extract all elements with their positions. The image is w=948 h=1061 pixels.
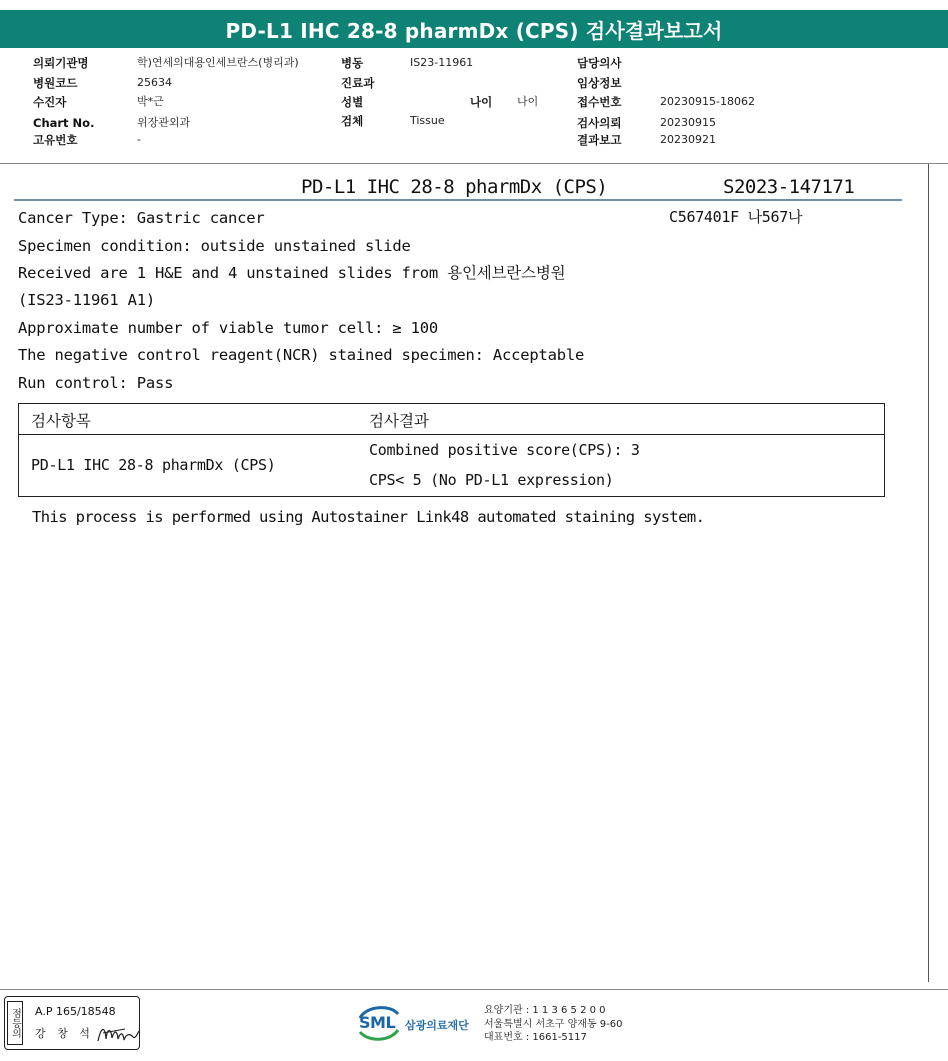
contact-line-phone: 대표번호 : 1661-5117 bbox=[484, 1032, 587, 1043]
report-line-run-control: Run control: Pass bbox=[18, 374, 174, 392]
patient-value: 박*근 bbox=[137, 95, 164, 108]
table-header-result: 검사결과 bbox=[369, 412, 429, 430]
contact-info bbox=[484, 1004, 623, 1045]
patient-label: 수진자 bbox=[33, 95, 67, 109]
specimen-value: Tissue bbox=[410, 114, 445, 127]
logo-foundation-name: 삼광의료재단 bbox=[405, 1019, 469, 1032]
report-title-underline bbox=[14, 199, 902, 201]
header-divider bbox=[0, 163, 948, 164]
contact-line-institution-code: 요양기관 : 1 1 3 6 5 2 0 0 bbox=[484, 1005, 606, 1016]
hospital-code-value: 25634 bbox=[137, 76, 172, 89]
unique-no-value: - bbox=[137, 133, 141, 146]
ward-value: IS23-11961 bbox=[410, 56, 474, 69]
test-request-value: 20230915 bbox=[660, 116, 716, 129]
doctor-label: 담당의사 bbox=[577, 56, 622, 70]
report-line-block-id: (IS23-11961 A1) bbox=[18, 291, 155, 309]
test-request-label: 검사의뢰 bbox=[577, 116, 622, 130]
table-cell-item: PD-L1 IHC 28-8 pharmDx (CPS) bbox=[31, 456, 276, 474]
stamp-pathologist-name: 강 창 석 bbox=[35, 1027, 94, 1040]
report-line-tumor-cell: Approximate number of viable tumor cell: ≥ 100 bbox=[18, 319, 439, 337]
specimen-id: C567401F 나567나 bbox=[669, 208, 803, 226]
process-note: This process is performed using Autostainer Link48 automated staining system. bbox=[32, 508, 705, 526]
receipt-no-value: 20230915-18062 bbox=[660, 95, 755, 108]
report-test-title: PD-L1 IHC 28-8 pharmDx (CPS) bbox=[301, 176, 608, 198]
sex-label: 성별 bbox=[341, 95, 364, 109]
report-line-received: Received are 1 H&E and 4 unstained slides from 용인세브란스병원 bbox=[18, 264, 566, 282]
chart-no-value: 위장관외과 bbox=[137, 116, 191, 129]
clinical-info-label: 임상정보 bbox=[577, 76, 622, 90]
report-line-ncr: The negative control reagent(NCR) stained specimen: Acceptable bbox=[18, 346, 585, 364]
table-cell-result-interpretation: CPS< 5 (No PD-L1 expression) bbox=[369, 471, 614, 489]
report-line-cancer-type: Cancer Type: Gastric cancer bbox=[18, 209, 265, 227]
specimen-label: 검체 bbox=[341, 114, 364, 128]
stamp-vertical-label: 점등의 bbox=[7, 1001, 23, 1045]
sml-logo bbox=[356, 1004, 480, 1044]
department-label: 진료과 bbox=[341, 76, 375, 90]
pathologist-stamp bbox=[4, 996, 140, 1050]
hospital-code-label: 병원코드 bbox=[33, 76, 78, 90]
institution-value: 학)연세의대용인세브란스(병리과) bbox=[137, 56, 299, 69]
chart-no-label: Chart No. bbox=[33, 116, 95, 130]
table-header-item: 검사항목 bbox=[31, 412, 91, 430]
report-title-bar bbox=[0, 10, 948, 48]
patient-info-section bbox=[0, 52, 948, 152]
contact-line-address: 서울특별시 서초구 양재동 9-60 bbox=[484, 1018, 623, 1030]
result-table bbox=[18, 403, 885, 497]
report-title: PD-L1 IHC 28-8 pharmDx (CPS) 검사결과보고서 bbox=[225, 18, 723, 43]
report-line-specimen-condition: Specimen condition: outside unstained slide bbox=[18, 237, 411, 255]
receipt-no-label: 접수번호 bbox=[577, 95, 622, 109]
table-header-divider bbox=[19, 434, 884, 435]
age-value: 나이 bbox=[517, 95, 539, 108]
footer-divider bbox=[0, 989, 948, 990]
table-cell-result-score: Combined positive score(CPS): 3 bbox=[369, 441, 640, 459]
institution-label: 의뢰기관명 bbox=[33, 56, 89, 70]
report-number: S2023-147171 bbox=[723, 176, 855, 198]
logo-mark-text: SML bbox=[359, 1013, 396, 1032]
result-report-label: 결과보고 bbox=[577, 133, 622, 147]
signature-icon bbox=[95, 1019, 141, 1047]
ward-label: 병동 bbox=[341, 56, 364, 70]
age-label: 나이 bbox=[470, 95, 493, 109]
page-right-border bbox=[928, 164, 929, 982]
result-report-value: 20230921 bbox=[660, 133, 716, 146]
unique-no-label: 고유번호 bbox=[33, 133, 78, 147]
stamp-ap-number: A.P 165/18548 bbox=[35, 1005, 116, 1018]
